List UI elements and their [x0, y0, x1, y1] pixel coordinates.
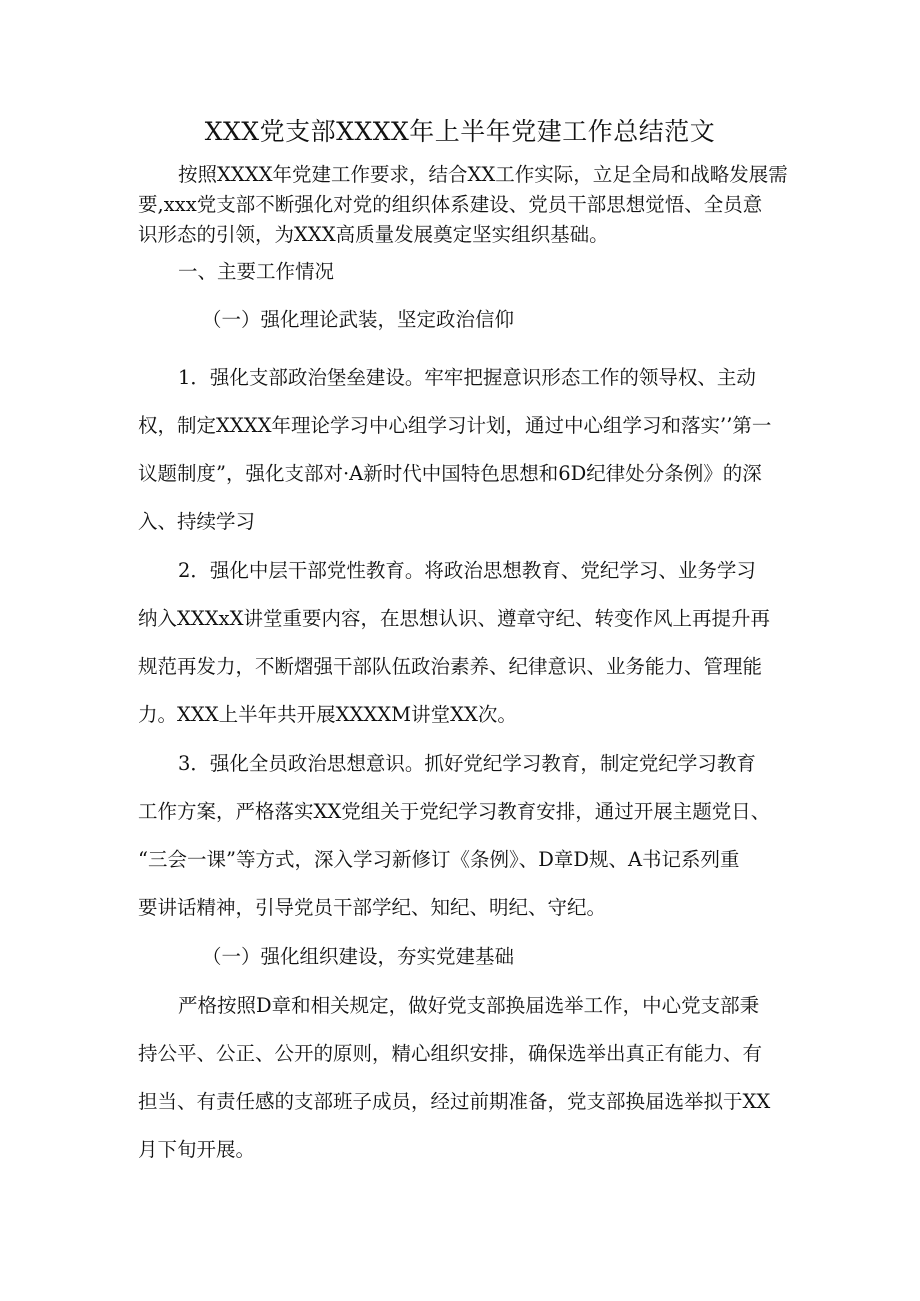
text-line: “三会一课”等方式，深入学习新修订《条例》、D章D规、A书记系列重 — [138, 848, 740, 871]
list-item — [138, 354, 788, 546]
document-title: XXX党支部XXXX年上半年党建工作总结范文 — [204, 117, 716, 146]
text-line: 月下旬开展。 — [138, 1138, 256, 1161]
text-line: 工作方案，严格落实XX党组关于党纪学习教育安排，通过开展主题党日、 — [138, 800, 771, 823]
subsection-heading — [138, 933, 788, 981]
subsection-heading — [138, 305, 788, 335]
text-line: 权，制定XXXX年理论学习中心组学习计划，通过中心组学习和落实’’第一 — [138, 414, 772, 437]
text-line: 一、主要工作情况 — [178, 260, 335, 283]
text-line: （一）强化组织建设，夯实党建基础 — [202, 945, 515, 968]
text-line: 力。XXX上半年共开展XXXXM讲堂XX次。 — [138, 703, 517, 726]
text-line: 按照XXXX年党建工作要求，结合XX工作实际，立足全局和战略发展需 — [178, 163, 788, 186]
list-item — [138, 740, 788, 932]
text-line: 要讲话精神，引导党员干部学纪、知纪、明纪、守纪。 — [138, 896, 607, 919]
text-line: 1．强化支部政治堡垒建设。牢牢把握意识形态工作的领导权、主动 — [178, 366, 756, 389]
text-line: 担当、有责任感的支部班子成员，经过前期准备，党支部换届选举拟于XX — [138, 1090, 771, 1113]
text-line: 入、持续学习 — [138, 510, 256, 533]
text-line: 议题制度”，强化支部对·A新时代中国特色思想和6D纪律处分条例》的深 — [138, 462, 762, 485]
section-heading — [138, 257, 788, 287]
text-line: 纳入XXXxX讲堂重要内容，在思想认识、遵章守纪、转变作风上再提升再 — [138, 607, 771, 630]
body-paragraph — [138, 982, 788, 1174]
list-item — [138, 547, 788, 739]
text-line: 要,xxx党支部不断强化对党的组织体系建设、党员干部思想觉悟、全员意 — [138, 193, 763, 216]
text-line: 严格按照D章和相关规定，做好党支部换届选举工作，中心党支部秉 — [178, 994, 760, 1017]
text-line: 识形态的引领，为XXX高质量发展奠定坚实组织基础。 — [138, 223, 609, 246]
intro-paragraph — [138, 160, 788, 250]
text-line: （一）强化理论武装，坚定政治信仰 — [202, 308, 515, 331]
text-line: 持公平、公正、公开的原则，精心组织安排，确保选举出真正有能力、有 — [138, 1042, 763, 1065]
text-line: 规范再发力，不断熠强干部队伍政治素养、纪律意识、业务能力、管理能 — [138, 655, 763, 678]
text-line: 3．强化全员政治思想意识。抓好党纪学习教育，制定党纪学习教育 — [178, 752, 756, 775]
text-line: 2．强化中层干部党性教育。将政治思想教育、党纪学习、业务学习 — [178, 559, 756, 582]
